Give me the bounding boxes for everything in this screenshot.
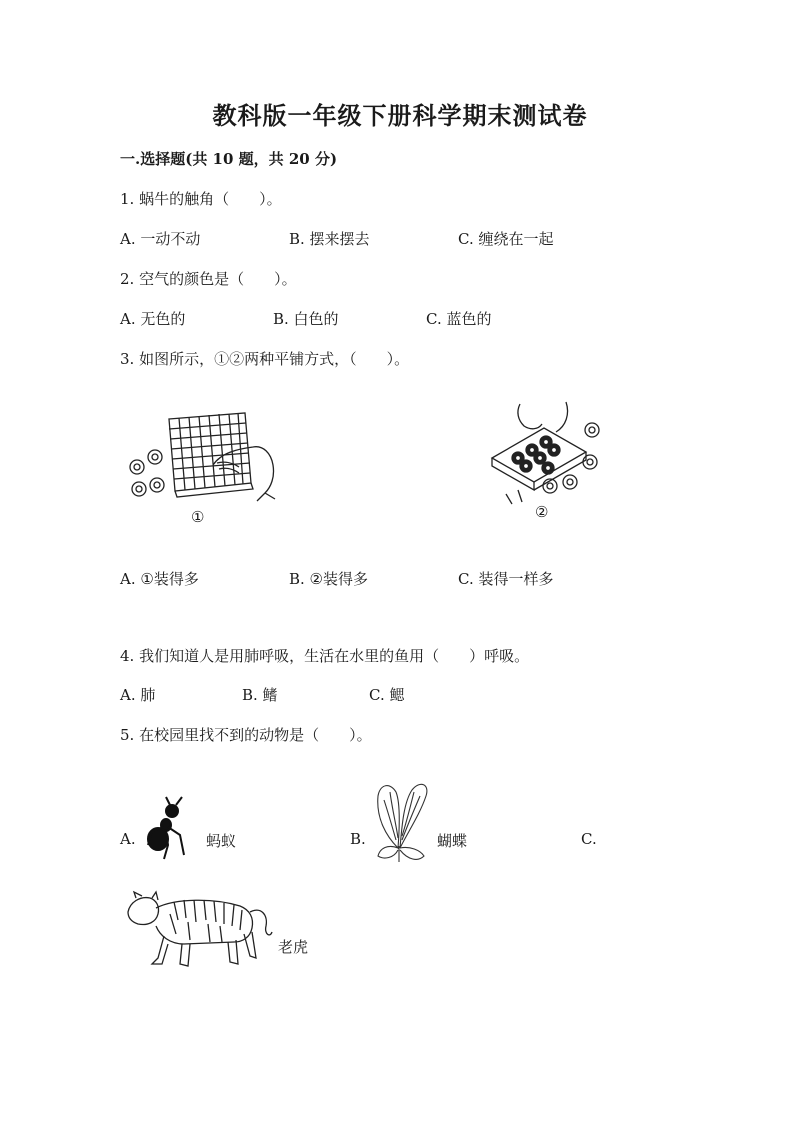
question-5-option-b-letter[interactable]: B.	[350, 830, 366, 848]
question-3-option-b[interactable]: B. ②装得多	[289, 570, 369, 588]
page-title: 教科版一年级下册科学期末测试卷	[212, 101, 588, 130]
butterfly-icon	[368, 778, 436, 864]
figure-2-caption: ②	[535, 503, 549, 521]
question-5-stem: 5. 在校园里找不到的动物是（ ）。	[120, 726, 372, 744]
question-4-option-a[interactable]: A. 肺	[120, 686, 156, 704]
tiger-icon	[124, 888, 274, 978]
question-2-option-b[interactable]: B. 白色的	[273, 310, 339, 328]
figure-2	[486, 400, 616, 510]
question-1-stem: 1. 蜗牛的触角（ ）。	[120, 190, 282, 208]
section-heading: 一.选择题(共 10 题，共 20 分)	[120, 150, 338, 168]
question-5-option-c-label: 老虎	[278, 938, 309, 956]
question-2-option-c[interactable]: C. 蓝色的	[426, 310, 492, 328]
question-5-option-c-letter[interactable]: C.	[581, 830, 597, 848]
question-5-option-c-figure	[124, 888, 274, 978]
question-4-option-b[interactable]: B. 鳍	[242, 686, 278, 704]
question-2-option-a[interactable]: A. 无色的	[120, 310, 186, 328]
question-5-option-a-letter[interactable]: A.	[120, 830, 136, 848]
question-5-option-a-figure	[138, 795, 200, 863]
nuts-in-open-box-icon	[486, 400, 616, 510]
question-2-stem: 2. 空气的颜色是（ ）。	[120, 270, 297, 288]
question-5-option-b-figure	[368, 778, 436, 864]
nuts-in-grid-tray-icon	[125, 405, 285, 525]
question-4-option-c[interactable]: C. 鳃	[369, 686, 405, 704]
question-5-option-a-label: 蚂蚁	[206, 832, 237, 850]
question-3-option-c[interactable]: C. 装得一样多	[458, 570, 554, 588]
figure-1	[125, 405, 285, 525]
question-1-option-a[interactable]: A. 一动不动	[120, 230, 201, 248]
question-3-stem: 3. 如图所示，①②两种平铺方式，（ ）。	[120, 350, 410, 368]
ant-icon	[138, 795, 200, 863]
figure-1-caption: ①	[191, 508, 205, 526]
question-1-option-c[interactable]: C. 缠绕在一起	[458, 230, 554, 248]
question-1-option-b[interactable]: B. 摆来摆去	[289, 230, 370, 248]
question-3-option-a[interactable]: A. ①装得多	[120, 570, 199, 588]
question-4-stem: 4. 我们知道人是用肺呼吸，生活在水里的鱼用（ ）呼吸。	[120, 647, 530, 665]
question-5-option-b-label: 蝴蝶	[437, 832, 468, 850]
